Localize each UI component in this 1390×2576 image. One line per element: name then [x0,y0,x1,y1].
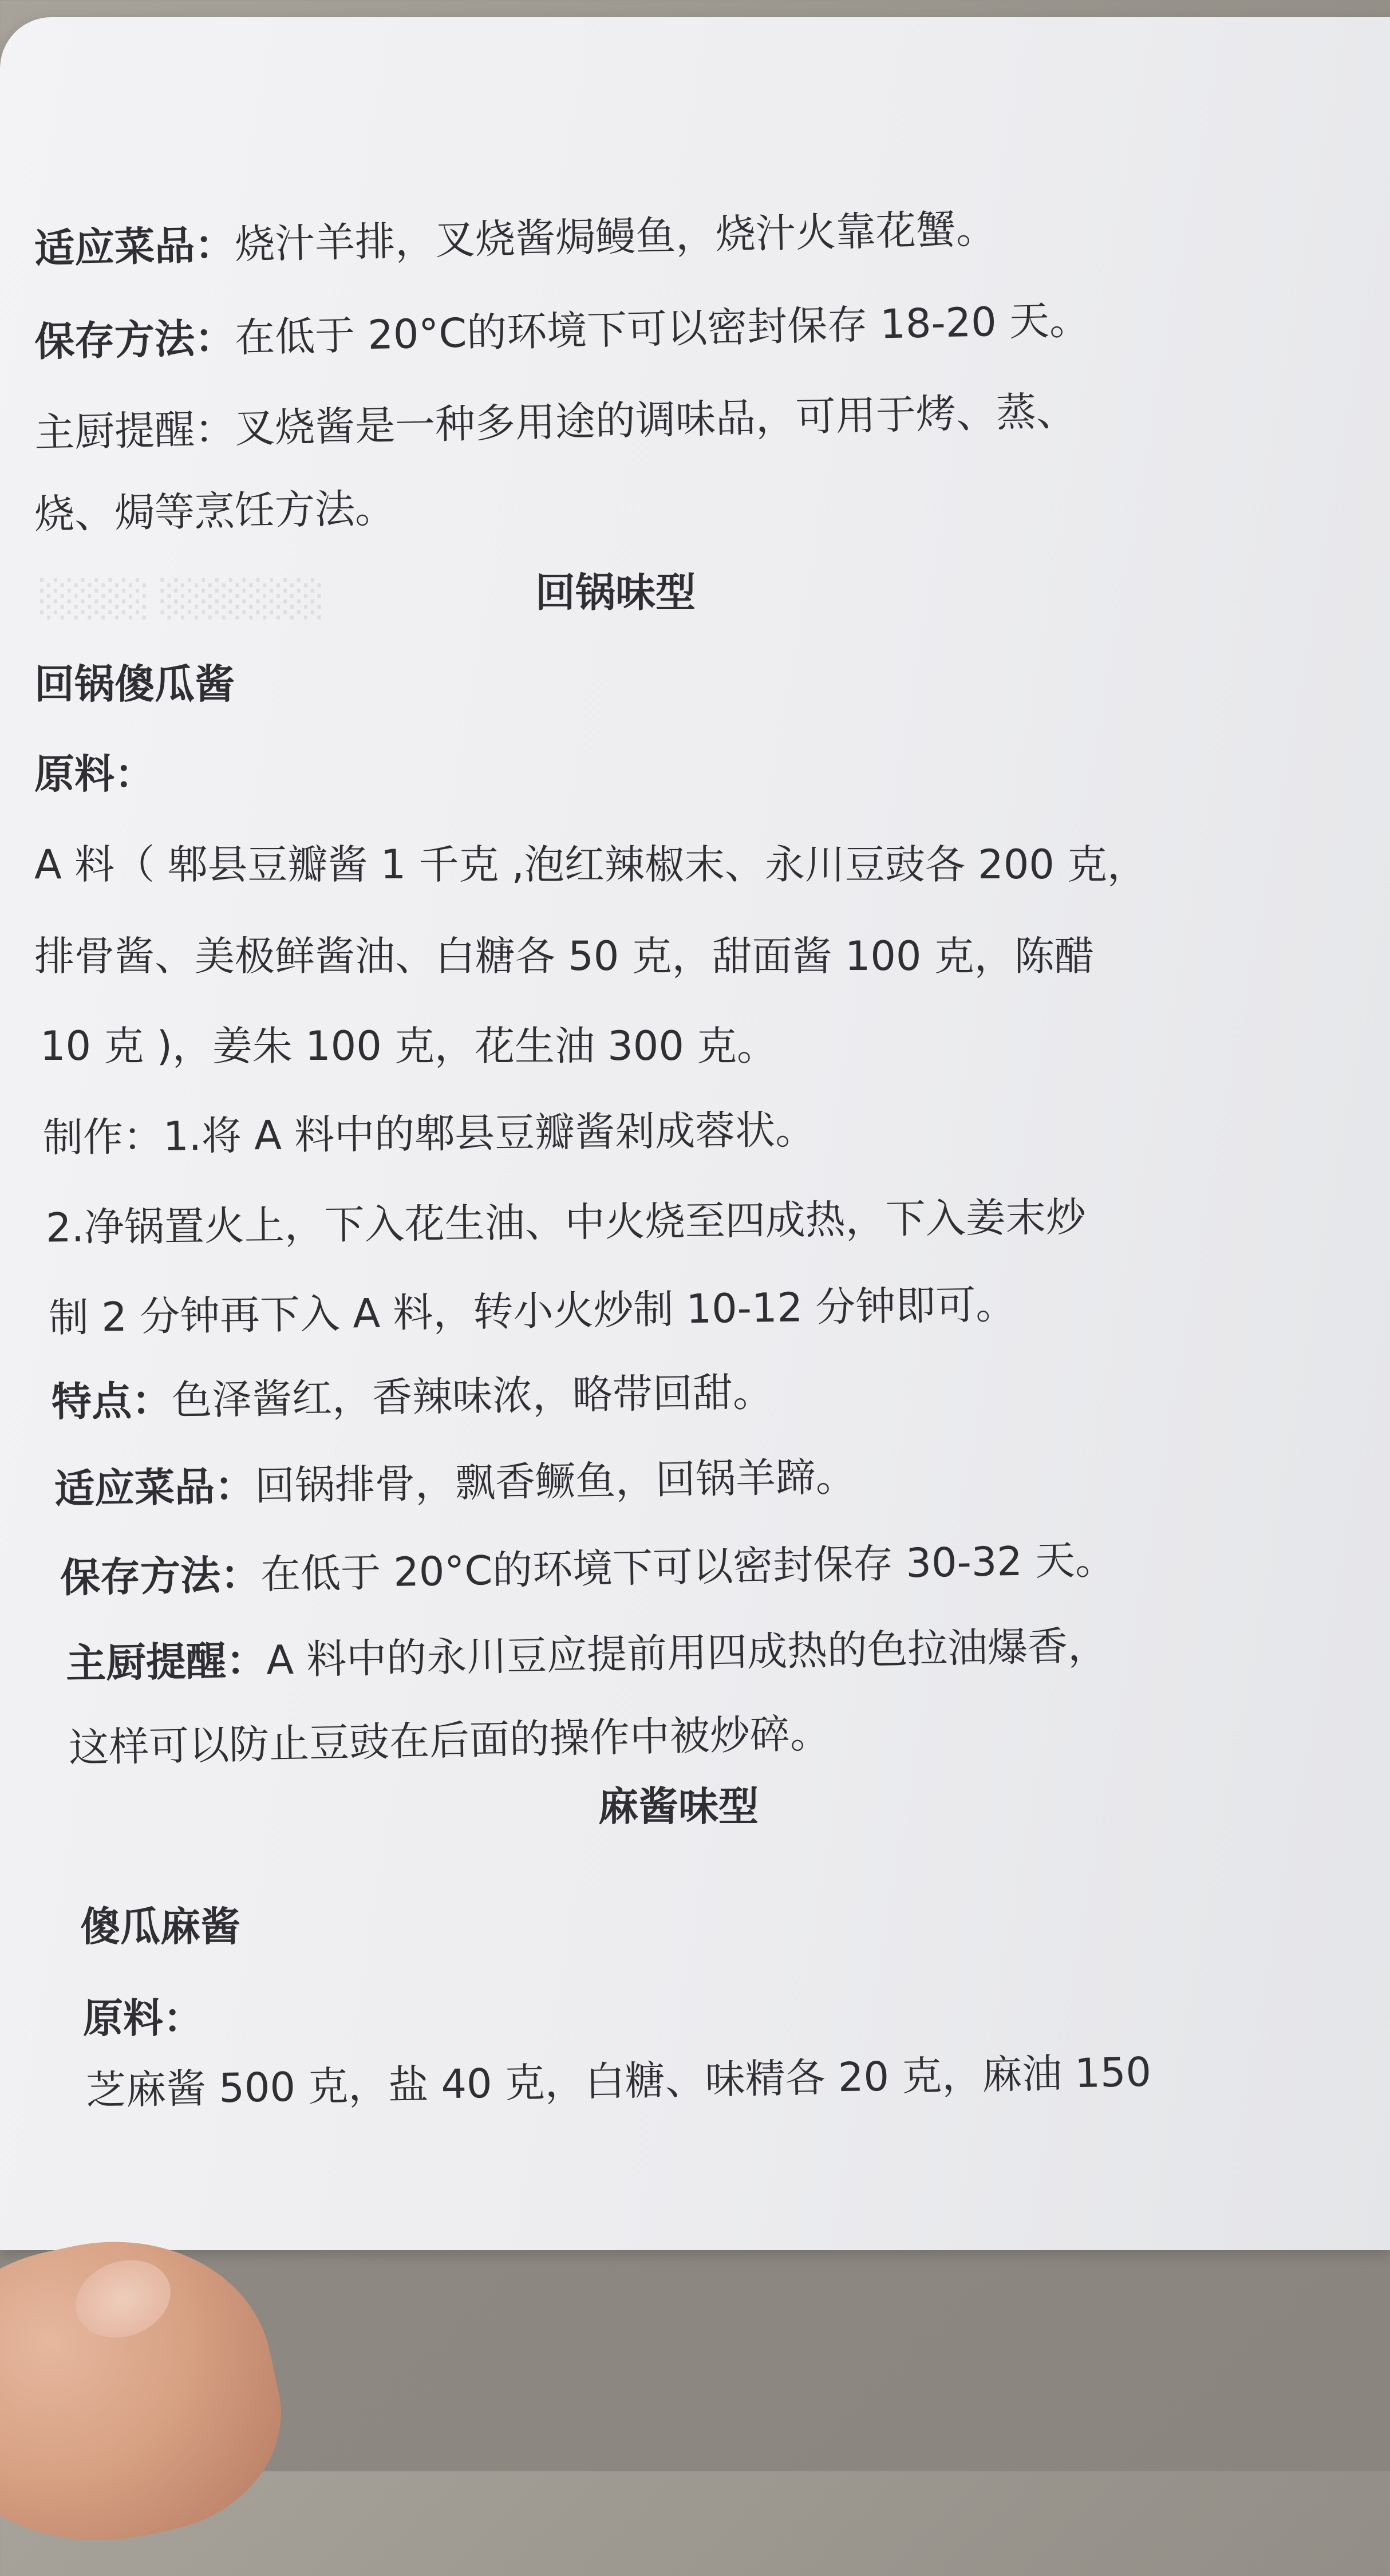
dishes-line [54,1453,856,1513]
method-line-2: 2.净锅置火上，下入花生油、中火烧至四成热，下入姜末炒 [45,1193,1087,1252]
ingredients-label: 原料： [83,1995,203,2042]
upper-tip-line-1 [34,387,1077,457]
tip-label: 主厨提醒： [65,1636,267,1687]
features-label: 特点： [51,1376,172,1426]
recipe-title: 傻瓜麻酱 [80,1903,240,1950]
ingredients-label: 原料： [34,751,155,798]
ingredients-line-2: 排骨酱、美极鲜酱油、白糖各 50 克，甜面酱 100 克，陈醋 [34,933,1095,980]
tip-line-2: 这样可以防止豆豉在后面的操作中被炒碎。 [68,1710,831,1772]
features-line [51,1368,773,1426]
dishes-text: 回锅排骨，飘香鳜鱼，回锅羊蹄。 [254,1453,856,1510]
tip-text: A 料中的永川豆应提前用四成热的色拉油爆香， [266,1622,1108,1684]
storage-label: 保存方法： [60,1551,261,1602]
ingredients-line-1: A 料（ 郫县豆瓣酱 1 千克 ,泡红辣椒末、永川豆豉各 200 克， [34,841,1148,888]
method-line-1: 制作：1.将 A 料中的郫县豆瓣酱剁成蓉状。 [42,1106,816,1162]
section-title: 麻酱味型 [598,1783,759,1830]
dishes-label: 适应菜品： [34,221,235,273]
dishes-label: 适应菜品： [54,1462,255,1513]
tip-text: 叉烧酱是一种多用途的调味品，可用于烤、蒸、 [234,387,1077,452]
recipe-title: 回锅傻瓜酱 [34,661,235,708]
features-text: 色泽酱红，香辣味浓，略带回甜。 [171,1368,773,1424]
show-through-text: ░░░░ ░░░░░░ [40,578,325,620]
storage-label: 保存方法： [34,314,235,366]
upper-dishes-line [34,205,997,273]
dishes-text: 烧汁羊排，叉烧酱焗鳗鱼，烧汁火靠花蟹。 [234,205,997,269]
document-page [0,17,1390,2250]
upper-tip-line-2: 烧、焗等烹饪方法。 [34,484,396,538]
upper-storage-line [34,296,1090,366]
section-title: 回锅味型 [535,569,696,616]
storage-line [60,1536,1116,1602]
method-line-3: 制 2 分钟再下入 A 料，转小火炒制 10-12 分钟即可。 [48,1281,1016,1342]
storage-text: 在低于 20°C的环境下可以密封保存 18-20 天。 [234,296,1090,361]
tip-line-1 [65,1622,1108,1687]
tip-label: 主厨提醒： [34,405,235,457]
storage-text: 在低于 20°C的环境下可以密封保存 30-32 天。 [260,1536,1116,1598]
ingredients-line-1: 芝麻酱 500 克，盐 40 克，白糖、味精各 20 克，麻油 150 [85,2048,1152,2115]
ingredients-line-3: 10 克 )，姜朱 100 克，花生油 300 克。 [40,1023,777,1070]
